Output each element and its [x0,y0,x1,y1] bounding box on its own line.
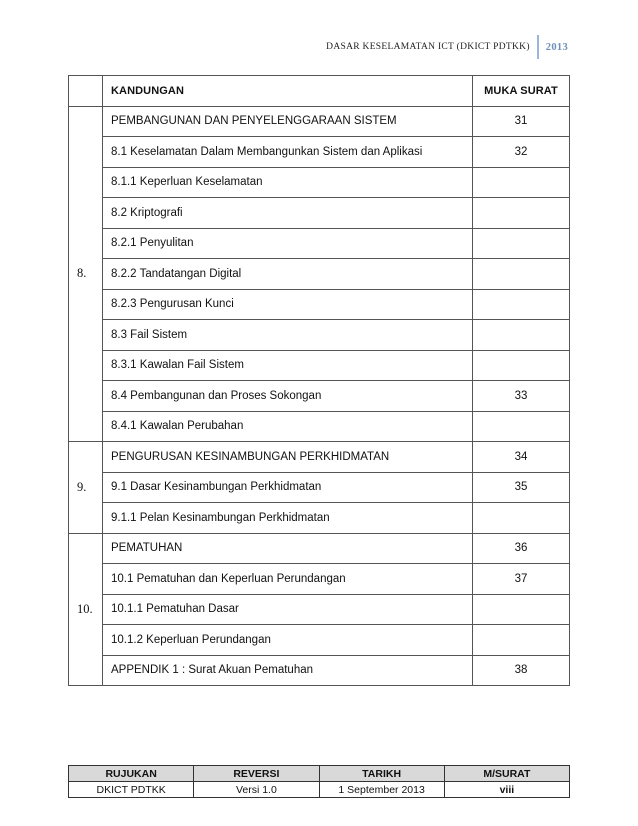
toc-page: 33 [473,381,570,412]
toc-entry: 8.4.1 Kawalan Perubahan [103,411,473,442]
toc-page: 34 [473,442,570,473]
table-row [69,228,570,259]
toc-page [473,411,570,442]
table-row [69,503,570,534]
table-row [69,320,570,351]
toc-entry: 8.2 Kriptografi [103,198,473,229]
footer-value-row [69,782,570,798]
toc-page [473,289,570,320]
toc-page [473,503,570,534]
toc-header-num-cell [69,76,103,107]
toc-entry: 8.1 Keselamatan Dalam Membangunkan Sistem dan Aplikasi [103,137,473,168]
section-number: 10. [69,533,103,686]
toc-page [473,594,570,625]
toc-page [473,350,570,381]
table-row [69,198,570,229]
table-row [69,655,570,686]
toc-entry: 8.4 Pembangunan dan Proses Sokongan [103,381,473,412]
toc-table [68,75,570,686]
toc-entry: 8.2.1 Penyulitan [103,228,473,259]
toc-page [473,167,570,198]
toc-entry: 8.1.1 Keperluan Keselamatan [103,167,473,198]
toc-page: 31 [473,106,570,137]
toc-page: 35 [473,472,570,503]
toc-page: 36 [473,533,570,564]
table-row [69,472,570,503]
toc-entry: 8.3.1 Kawalan Fail Sistem [103,350,473,381]
toc-entry: 10.1.1 Pematuhan Dasar [103,594,473,625]
footer-header-msurat: M/SURAT [444,766,569,782]
toc-page: 32 [473,137,570,168]
toc-header-content: KANDUNGAN [103,76,473,107]
toc-entry: 9.1.1 Pelan Kesinambungan Perkhidmatan [103,503,473,534]
table-row [69,259,570,290]
toc-entry: 9.1 Dasar Kesinambungan Perkhidmatan [103,472,473,503]
table-row [69,411,570,442]
toc-entry: 8.2.2 Tandatangan Digital [103,259,473,290]
header-title: DASAR KESELAMATAN ICT (DKICT PDTKK) [326,42,530,52]
footer-table [68,765,570,798]
table-row [69,533,570,564]
footer-header-rujukan: RUJUKAN [69,766,194,782]
section-number: 8. [69,106,103,442]
table-row [69,350,570,381]
footer-header-tarikh: TARIKH [319,766,444,782]
table-row [69,594,570,625]
table-row [69,564,570,595]
footer-header-reversi: REVERSI [194,766,319,782]
table-row [69,137,570,168]
toc-entry: PENGURUSAN KESINAMBUNGAN PERKHIDMATAN [103,442,473,473]
toc-entry: APPENDIK 1 : Surat Akuan Pematuhan [103,655,473,686]
toc-header-row [69,76,570,107]
header-divider [537,35,539,59]
footer-value-tarikh: 1 September 2013 [319,782,444,798]
toc-entry: PEMBANGUNAN DAN PENYELENGGARAAN SISTEM [103,106,473,137]
toc-page: 38 [473,655,570,686]
toc-page [473,320,570,351]
toc-page [473,228,570,259]
toc-page: 37 [473,564,570,595]
header-year: 2013 [545,41,568,53]
table-row [69,442,570,473]
toc-entry: 10.1.2 Keperluan Perundangan [103,625,473,656]
page-header [326,36,568,58]
toc-header-page: MUKA SURAT [473,76,570,107]
footer-value-rujukan: DKICT PDTKK [69,782,194,798]
table-row [69,106,570,137]
toc-page [473,625,570,656]
toc-entry: 8.2.3 Pengurusan Kunci [103,289,473,320]
table-row [69,167,570,198]
footer-value-msurat: viii [444,782,569,798]
table-row [69,381,570,412]
footer-value-reversi: Versi 1.0 [194,782,319,798]
section-number: 9. [69,442,103,534]
toc-entry: 8.3 Fail Sistem [103,320,473,351]
footer-header-row [69,766,570,782]
toc-page [473,198,570,229]
toc-entry: 10.1 Pematuhan dan Keperluan Perundangan [103,564,473,595]
table-row [69,625,570,656]
toc-entry: PEMATUHAN [103,533,473,564]
toc-page [473,259,570,290]
table-row [69,289,570,320]
